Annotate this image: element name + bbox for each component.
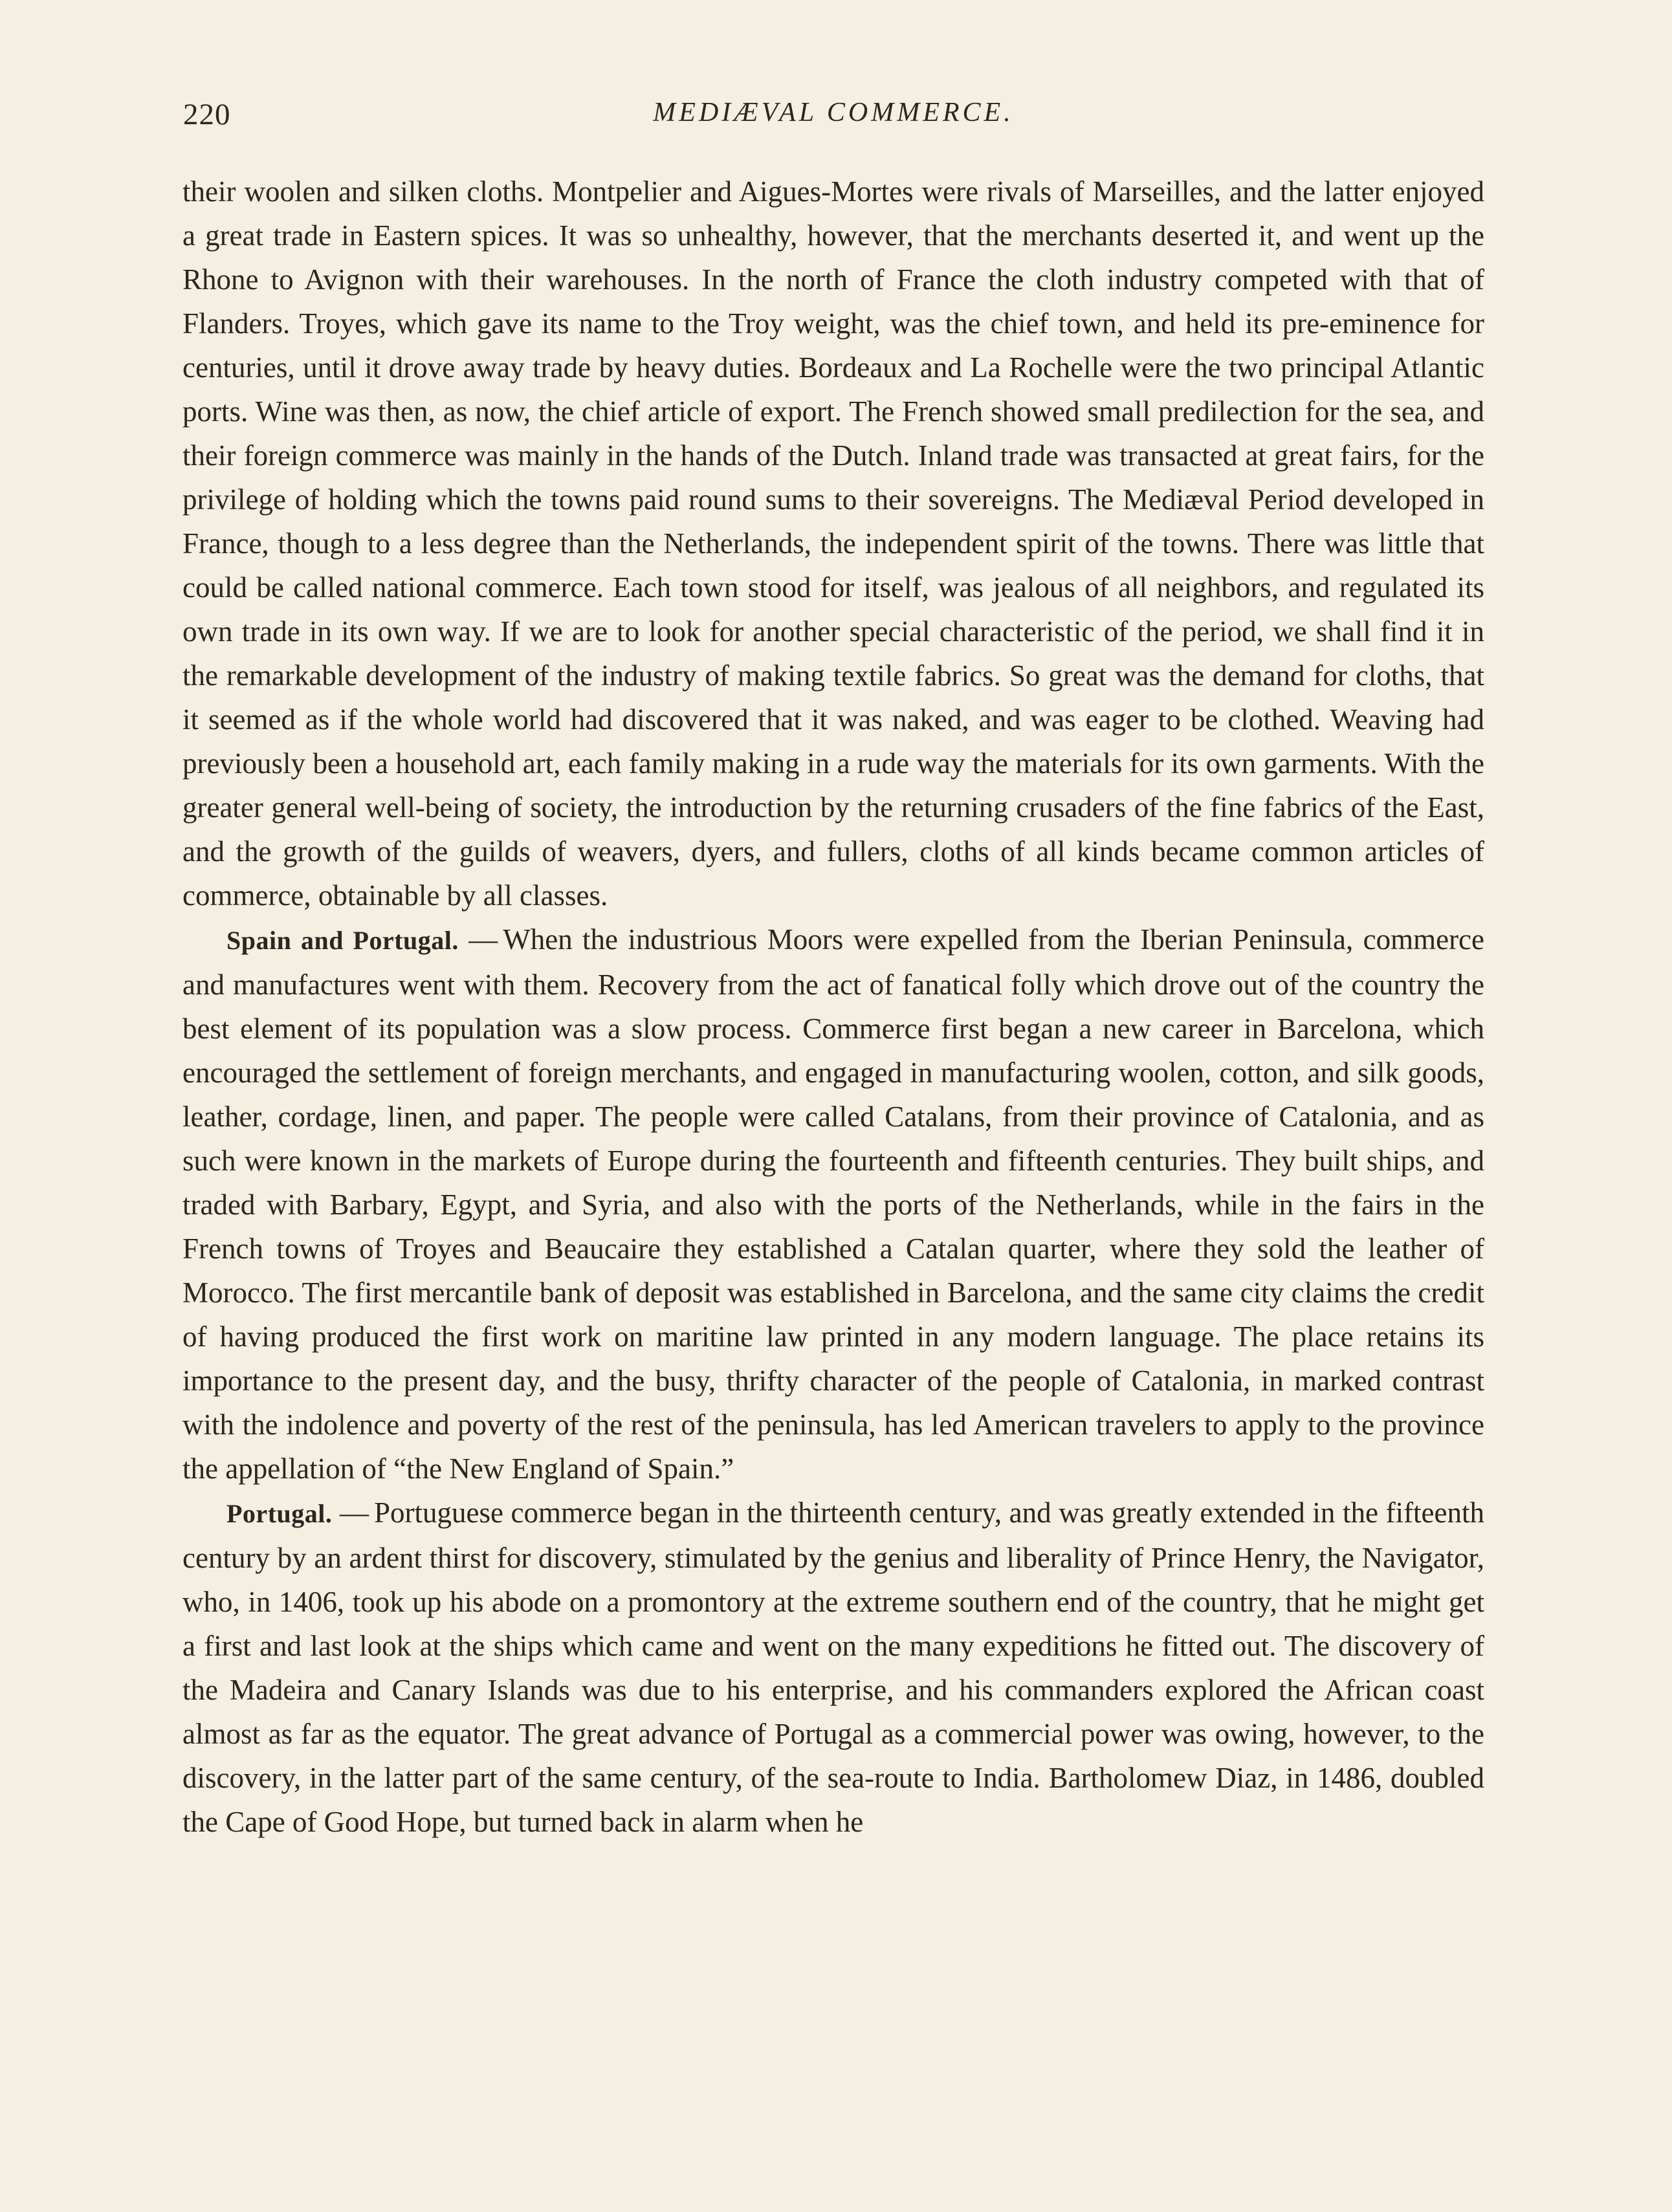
page-header — [183, 97, 1484, 142]
paragraph-text: Portuguese commerce began in the thirteenth century, and was greatly extended in the fifteenth century by an ardent thirst for discovery, stimulated by the genius and liberality of Prince Henry, the Navigator, who, in 1406, took up his abode on a promontory at the extreme southern end of the country, that he might get a first and last look at the ships which came and went on the many expeditions he fitted out. The discovery of the Madeira and Canary Islands was due to his enterprise, and his commanders explored the African coast almost as far as the equator. The great advance of Portugal as a commercial power was owing, however, to the discovery, in the latter part of the same century, of the sea-route to India. Bartholomew Diaz, in 1486, doubled the Cape of Good Hope, but turned back in alarm when he — [182, 1496, 1485, 1838]
paragraph-french-commerce — [182, 170, 1484, 917]
em-dash: — — [339, 1496, 369, 1529]
running-title: MEDIÆVAL COMMERCE. — [653, 98, 1014, 127]
body-text — [182, 170, 1484, 1844]
section-heading-portugal: Portugal. — [226, 1499, 333, 1528]
section-heading-spain-and-portugal: Spain and Portugal. — [226, 926, 459, 955]
em-dash: — — [468, 923, 498, 956]
paragraph-text: When the industrious Moors were expelled from the Iberian Peninsula, commerce and manufactures went with them. Recovery from the act of fanatical folly which drove out of the country the best element of its population was a slow process. Commerce first began a new career in Barcelona, which encouraged the settlement of foreign merchants, and engaged in manufacturing woolen, cotton, and silk goods, leather, cordage, linen, and paper. The people were called Catalans, from their province of Catalonia, and as such were known in the markets of Europe during the fourteenth and fifteenth centuries. They built ships, and traded with Barbary, Egypt, and Syria, and also with the ports of the Netherlands, while in the fairs in the French towns of Troyes and Beaucaire they established a Catalan quarter, where they sold the leather of Morocco. The first mercantile bank of deposit was established in Barcelona, and the same city claims the credit of having produced the first work on maritine law printed in any modern language. The place retains its importance to the present day, and the busy, thrifty character of the people of Catalonia, in marked contrast with the indolence and poverty of the rest of the peninsula, has led American travelers to apply to the province the appellation of “the New England of Spain.” — [182, 923, 1485, 1485]
paragraph-text: their woolen and silken cloths. Montpelier and Aigues-Mortes were rivals of Marseilles, and the latter enjoyed a great trade in Eastern spices. It was so unhealthy, however, that the merchants deserted it, and went up the Rhone to Avignon with their warehouses. In the north of France the cloth industry competed with that of Flanders. Troyes, which gave its name to the Troy weight, was the chief town, and held its pre-eminence for centuries, until it drove away trade by heavy duties. Bordeaux and La Rochelle were the two principal Atlantic ports. Wine was then, as now, the chief article of export. The French showed small predilection for the sea, and their foreign commerce was mainly in the hands of the Dutch. Inland trade was transacted at great fairs, for the privilege of holding which the towns paid round sums to their sovereigns. The Mediæval Period developed in France, though to a less degree than the Netherlands, the independent spirit of the towns. There was little that could be called national commerce. Each town stood for itself, was jealous of all neighbors, and regulated its own trade in its own way. If we are to look for another special characteristic of the period, we shall find it in the remarkable development of the industry of making textile fabrics. So great was the demand for cloths, that it seemed as if the whole world had discovered that it was naked, and was eager to be clothed. Weaving had previously been a household art, each family making in a rude way the materials for its own garments. With the greater general well-being of society, the introduction by the returning crusaders of the fine fabrics of the East, and the growth of the guilds of weavers, dyers, and fullers, cloths of all kinds became common articles of commerce, obtainable by all classes. — [182, 175, 1484, 912]
paragraph-portugal — [182, 1491, 1484, 1844]
paragraph-spain-and-portugal — [182, 917, 1484, 1491]
page-number: 220 — [183, 98, 231, 131]
